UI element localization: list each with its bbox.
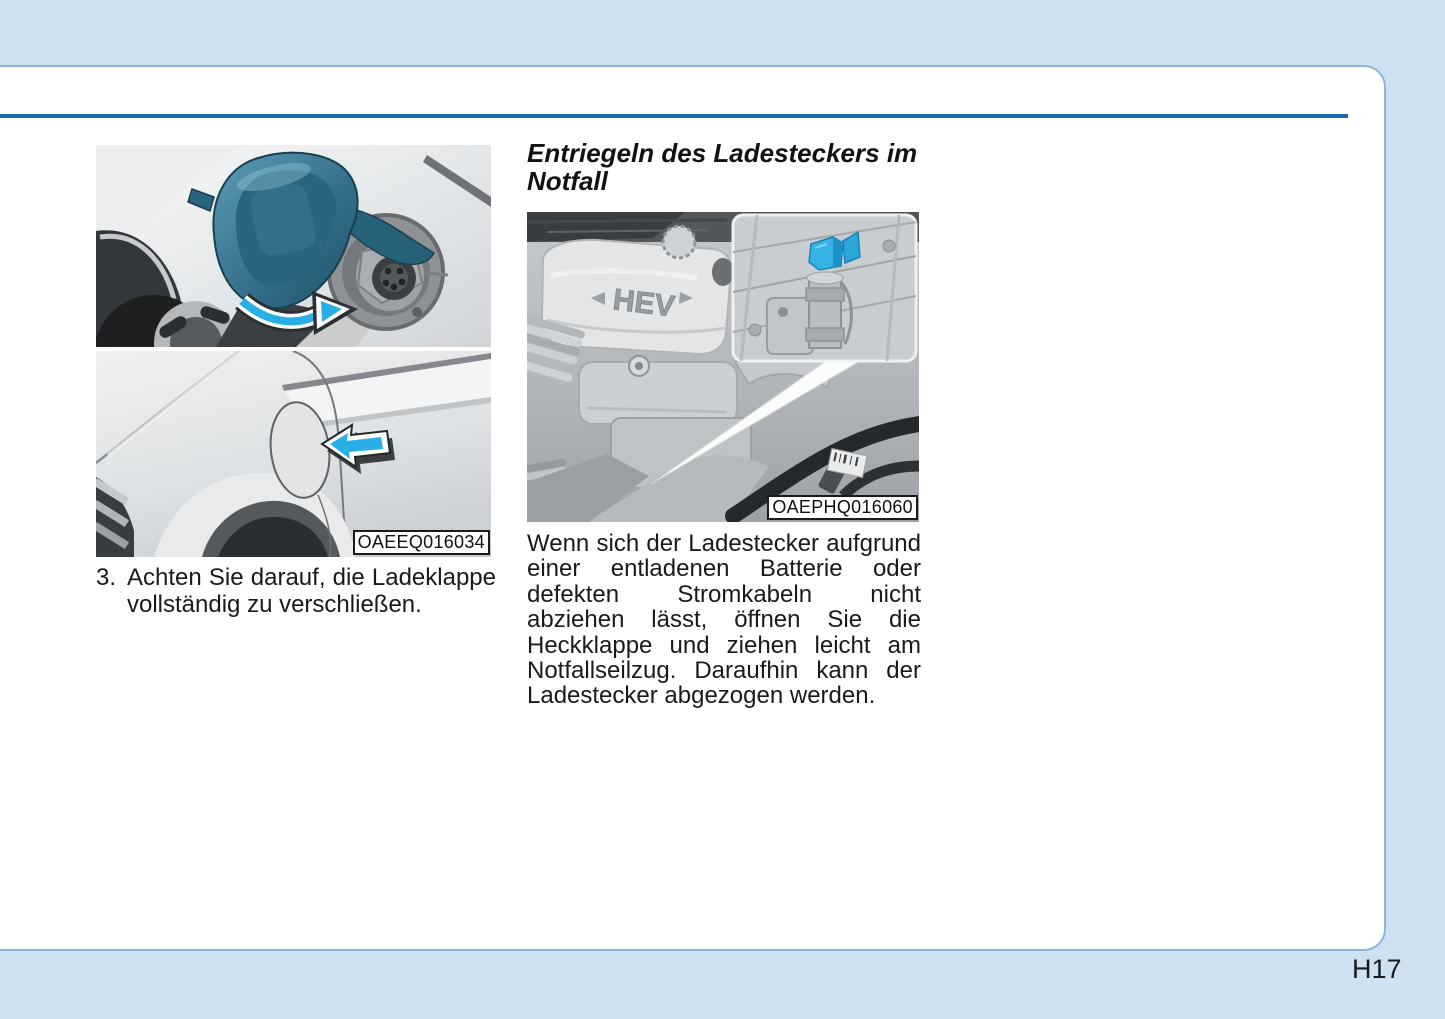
photo-charge-door-open [96,145,491,347]
step-number: 3. [96,564,117,591]
header-rule [0,114,1348,118]
figure-charge-door-closed [96,351,491,557]
section-heading: Entriegeln des Ladesteckers im Notfall [527,138,918,196]
photo-engine-bay [527,212,919,522]
hev-badge: HEV [611,283,677,324]
release-lever-inset [733,215,916,361]
reservoir-cap [663,226,695,258]
figure-code-label: OAEPHQ016060 [767,495,918,520]
step-item-3 [96,564,498,618]
body-paragraph: Wenn sich der Ladestecker aufgrund einer entladenen Batterie oder defekten Stromkabeln nicht abziehen lässt, öffnen Sie die Heckklappe und ziehen leicht am Notfallseilzug. Daraufhin kann der Ladestecker abgezogen werden. [527,530,921,710]
figure-charge-door-open [96,145,491,347]
photo-charge-door-closed [96,351,491,557]
page-number: H17 [1352,954,1402,984]
step-text: Achten Sie darauf, die Ladeklappe vollständig zu verschließen. [127,564,496,618]
figure-engine-bay [527,212,919,522]
figure-code-label: OAEEQ016034 [353,530,490,555]
